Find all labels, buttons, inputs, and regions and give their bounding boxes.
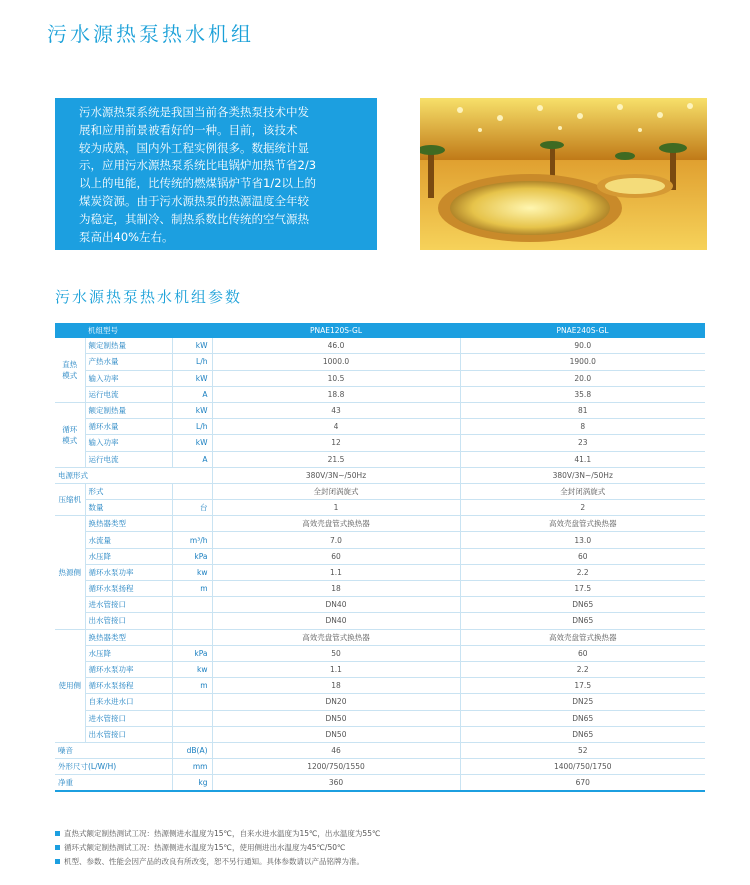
unit-cell: m³/h [172, 532, 212, 548]
table-row [55, 338, 705, 354]
model1-value: DN20 [212, 694, 460, 710]
model1-value: DN40 [212, 613, 460, 629]
model1-value: 21.5 [212, 451, 460, 467]
model2-value: 60 [460, 548, 705, 564]
intro-line: 示，应用污水源热泵系统比电锅炉加热节省2/3 [79, 158, 317, 173]
unit-cell: kw [172, 661, 212, 677]
model1-value: 全封闭涡旋式 [212, 483, 460, 499]
model1-header: PNAE120S-GL [212, 323, 460, 338]
unit-cell: kW [172, 370, 212, 386]
unit-cell [172, 613, 212, 629]
table-row [55, 645, 705, 661]
param-name: 形式 [85, 483, 172, 499]
table-row [55, 564, 705, 580]
table-row [55, 500, 705, 516]
table-header-row [55, 323, 705, 338]
unit-cell: kW [172, 402, 212, 418]
param-name: 水压降 [85, 548, 172, 564]
model2-value: 1900.0 [460, 354, 705, 370]
param-name: 循环水泵功率 [85, 661, 172, 677]
group-label: 使用侧 [55, 629, 85, 742]
intro-line: 展和应用前景被看好的一种。目前，该技术 [79, 122, 298, 137]
spa-pool-photo [420, 98, 707, 250]
table-row [55, 435, 705, 451]
group-label: 压缩机 [55, 483, 85, 515]
model1-value: 380V/3N~/50Hz [212, 467, 460, 483]
param-name: 水流量 [85, 532, 172, 548]
unit-cell: mm [172, 759, 212, 775]
unit-cell: kg [172, 775, 212, 792]
footnote-text: 机型、参数、性能会因产品的改良有所改变，恕不另行通知。具体参数请以产品铭牌为准。 [64, 856, 364, 866]
footnote-item [55, 840, 715, 854]
unit-cell: dB(A) [172, 742, 212, 758]
param-name: 出水管接口 [85, 613, 172, 629]
model1-value: 18 [212, 678, 460, 694]
model1-value: 1.1 [212, 661, 460, 677]
unit-cell: kw [172, 564, 212, 580]
unit-cell: 台 [172, 500, 212, 516]
intro-line: 污水源热泵系统是我国当前各类热泵技术中发 [79, 105, 309, 119]
param-name: 产热水量 [85, 354, 172, 370]
table-row [55, 370, 705, 386]
group-label: 直热 模式 [55, 338, 85, 402]
footnote-item [55, 826, 715, 840]
table-row [55, 402, 705, 418]
param-name: 循环水泵功率 [85, 564, 172, 580]
param-name: 额定制热量 [85, 402, 172, 418]
model2-value: 8 [460, 419, 705, 435]
unit-cell [172, 694, 212, 710]
model1-value: DN50 [212, 726, 460, 742]
model2-value: 20.0 [460, 370, 705, 386]
params-section-title: 污水源热泵热水机组参数 [55, 288, 243, 306]
model2-value: DN65 [460, 710, 705, 726]
model1-value: 高效壳盘管式换热器 [212, 629, 460, 645]
intro-line: 泵高出40%左右。 [79, 229, 174, 244]
table-row [55, 613, 705, 629]
model1-value: 1200/750/1550 [212, 759, 460, 775]
param-name: 进水管接口 [85, 710, 172, 726]
unit-cell: m [172, 581, 212, 597]
intro-line: 为稳定，其制冷、制热系数比传统的空气源热 [79, 211, 309, 226]
param-name: 输入功率 [85, 435, 172, 451]
row-label: 外形尺寸(L/W/H) [55, 759, 172, 775]
unit-cell: A [172, 451, 212, 467]
unit-cell: kPa [172, 645, 212, 661]
param-name: 自来水进水口 [85, 694, 172, 710]
params-table [55, 323, 705, 792]
model1-value: 7.0 [212, 532, 460, 548]
param-name: 循环水泵扬程 [85, 678, 172, 694]
model1-value: 46 [212, 742, 460, 758]
param-name: 进水管接口 [85, 597, 172, 613]
unit-cell: kPa [172, 548, 212, 564]
group-label: 循环 模式 [55, 402, 85, 467]
model-label: 机组型号 [85, 323, 212, 338]
model2-header: PNAE240S-GL [460, 323, 705, 338]
row-label: 电源形式 [55, 467, 212, 483]
model2-value: 2 [460, 500, 705, 516]
square-bullet-icon [55, 845, 60, 850]
intro-line: 以上的电能，比传统的燃煤锅炉节省1/2以上的 [79, 176, 317, 191]
model2-value: 2.2 [460, 661, 705, 677]
table-row [55, 581, 705, 597]
unit-cell [172, 726, 212, 742]
model1-value: 18.8 [212, 386, 460, 402]
model1-value: 50 [212, 645, 460, 661]
table-row [55, 483, 705, 499]
table-row [55, 775, 705, 792]
model1-value: 1.1 [212, 564, 460, 580]
model2-value: 13.0 [460, 532, 705, 548]
model2-value: DN65 [460, 726, 705, 742]
unit-cell: L/h [172, 354, 212, 370]
model1-value: DN40 [212, 597, 460, 613]
model2-value: DN65 [460, 613, 705, 629]
footnote-item [55, 854, 715, 868]
intro-line: 较为成熟，国内外工程实例很多。数据统计显 [79, 140, 309, 155]
model2-value: 41.1 [460, 451, 705, 467]
unit-cell: kW [172, 435, 212, 451]
param-name: 换热器类型 [85, 629, 172, 645]
param-name: 循环水泵扬程 [85, 581, 172, 597]
unit-cell: m [172, 678, 212, 694]
row-label: 净重 [55, 775, 172, 792]
page-title: 污水源热泵热水机组 [47, 22, 254, 46]
group-label: 热源侧 [55, 516, 85, 629]
unit-cell [172, 629, 212, 645]
table-row [55, 548, 705, 564]
model2-value: 2.2 [460, 564, 705, 580]
model1-value: 18 [212, 581, 460, 597]
table-row [55, 467, 705, 483]
param-name: 水压降 [85, 645, 172, 661]
param-name: 换热器类型 [85, 516, 172, 532]
model1-value: 1000.0 [212, 354, 460, 370]
unit-cell [172, 516, 212, 532]
footnote-text: 循环式额定制热测试工况：热源侧进水温度为15℃，使用侧进出水温度为45℃/50℃ [64, 842, 346, 852]
table-row [55, 419, 705, 435]
table-row [55, 661, 705, 677]
param-name: 运行电流 [85, 451, 172, 467]
param-name: 出水管接口 [85, 726, 172, 742]
model2-value: 高效壳盘管式换热器 [460, 516, 705, 532]
model2-value: 81 [460, 402, 705, 418]
model2-value: 全封闭涡旋式 [460, 483, 705, 499]
footnote-text: 直热式额定制热测试工况：热源侧进水温度为15℃，自来水进水温度为15℃，出水温度为55℃ [64, 828, 381, 838]
unit-cell: L/h [172, 419, 212, 435]
table-row [55, 354, 705, 370]
model2-value: 35.8 [460, 386, 705, 402]
param-name: 额定制热量 [85, 338, 172, 354]
table-row [55, 726, 705, 742]
table-row [55, 710, 705, 726]
spa-pool-illustration [420, 98, 707, 250]
param-name: 数量 [85, 500, 172, 516]
model2-value: 380V/3N~/50Hz [460, 467, 705, 483]
unit-cell [172, 710, 212, 726]
params-table-body [55, 323, 705, 791]
footnotes [55, 826, 715, 868]
model2-value: 17.5 [460, 678, 705, 694]
model1-value: 360 [212, 775, 460, 792]
table-row [55, 694, 705, 710]
table-row [55, 629, 705, 645]
table-row [55, 742, 705, 758]
table-row [55, 597, 705, 613]
model1-value: 4 [212, 419, 460, 435]
unit-cell: kW [172, 338, 212, 354]
model1-value: 高效壳盘管式换热器 [212, 516, 460, 532]
model2-value: 高效壳盘管式换热器 [460, 629, 705, 645]
model2-value: DN25 [460, 694, 705, 710]
model2-value: 23 [460, 435, 705, 451]
intro-text-box [55, 98, 377, 250]
row-label: 噪音 [55, 742, 172, 758]
intro-line: 煤炭资源。由于污水源热泵的热源温度全年较 [79, 193, 309, 208]
square-bullet-icon [55, 859, 60, 864]
table-row [55, 451, 705, 467]
model1-value: 46.0 [212, 338, 460, 354]
model1-value: 60 [212, 548, 460, 564]
unit-cell [172, 597, 212, 613]
table-row [55, 759, 705, 775]
table-row [55, 678, 705, 694]
model2-value: DN65 [460, 597, 705, 613]
model1-value: 12 [212, 435, 460, 451]
param-name: 循环水量 [85, 419, 172, 435]
model1-value: DN50 [212, 710, 460, 726]
model2-value: 670 [460, 775, 705, 792]
square-bullet-icon [55, 831, 60, 836]
model1-value: 43 [212, 402, 460, 418]
table-row [55, 532, 705, 548]
unit-cell [172, 483, 212, 499]
param-name: 运行电流 [85, 386, 172, 402]
model2-value: 1400/750/1750 [460, 759, 705, 775]
table-row [55, 386, 705, 402]
model1-value: 1 [212, 500, 460, 516]
model2-value: 90.0 [460, 338, 705, 354]
param-name: 输入功率 [85, 370, 172, 386]
model2-value: 17.5 [460, 581, 705, 597]
model1-value: 10.5 [212, 370, 460, 386]
table-row [55, 516, 705, 532]
model2-value: 52 [460, 742, 705, 758]
model2-value: 60 [460, 645, 705, 661]
unit-cell: A [172, 386, 212, 402]
